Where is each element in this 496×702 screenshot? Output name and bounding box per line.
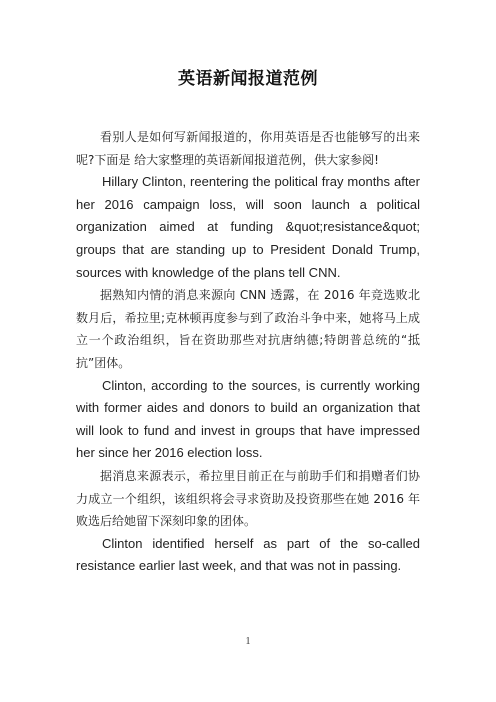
paragraph-4: Clinton, according to the sources, is currently working with former aides and donors to build an organization that will look to fund and invest in groups that have impressed her since her 2016 election loss. [76,377,420,461]
document-title: 英语新闻报道范例 [178,69,318,89]
paragraph-3: 据熟知内情的消息来源向 CNN 透露，在 2016 年竞选败北数月后，希拉里;克林顿再度参与到了政治斗争中来，她将马上成立一个政治组织，旨在资助那些对抗唐纳德;特朗普总统的“抵抗”团体。 [76,288,420,370]
paragraph-6: Clinton identified herself as part of the so-called resistance earlier last week, and that was not in passing. [76,535,420,574]
paragraph-2: Hillary Clinton, reentering the political fray months after her 2016 campaign loss, will soon launch a political organization aimed at funding &quot;resistance&quot; groups that are standing up to President Donald Trump, sources with knowledge of the plans tell CNN. [76,174,420,280]
document-body [76,126,420,578]
page-number: 1 [245,636,251,647]
paragraph-1: 看别人是如何写新闻报道的，你用英语是否也能够写的出来呢?下面是 给大家整理的英语新闻报道范例，供大家参阅! [76,130,420,167]
paragraph-5: 据消息来源表示，希拉里目前正在与前助手们和捐赠者们协力成立一个组织，该组织将会寻求资助及投资那些在她 2016 年败选后给她留下深刻印象的团体。 [76,468,420,529]
